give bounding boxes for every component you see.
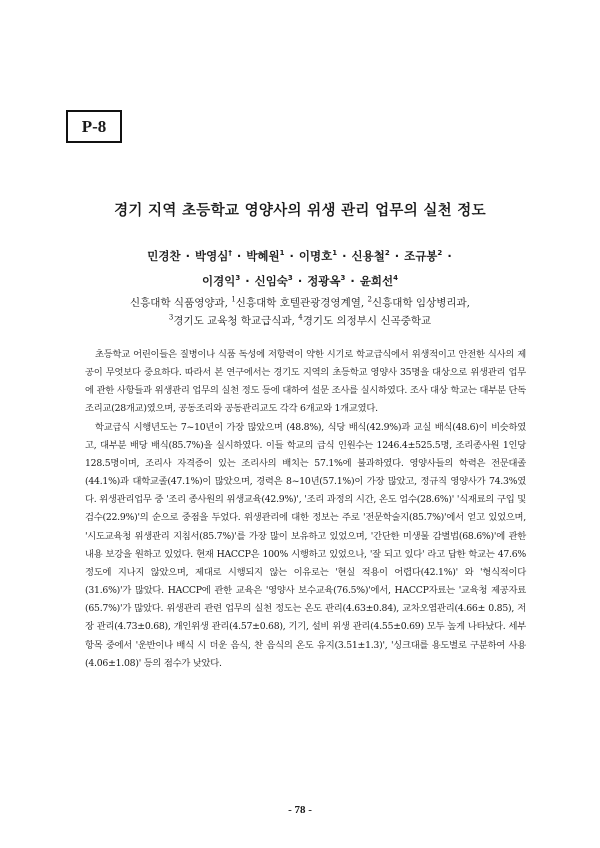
author-separator: · xyxy=(297,274,303,288)
abstract xyxy=(85,346,526,673)
affiliations-line-2 xyxy=(40,313,560,328)
author-separator: · xyxy=(289,249,294,263)
affiliation-marker: 3 xyxy=(168,313,174,322)
author: 신용철$^2$ xyxy=(351,249,390,263)
abstract-paragraph: 초등학교 어린이들은 질병이나 식품 독성에 저항력이 약한 시기로 학교급식에서 위생적이고 안전한 식사의 제공이 무엇보다 중요하다. 따라서 본 연구에서는 경기도 지역의 초등학교 영양사 35명을 대상으로 위생관리 업무에 관한 사항들과 위생관리 업무의 실천 정도 등에 대하여 설문 조사를 실시하였다. 조사 대상 학교는 대부분 단독 조리교(28개교)였으며, 공동조리와 공동관리교도 각각 6개교와 1개교였다. xyxy=(85,349,526,415)
affiliation: 신흥대학 호텔관광경영계열, xyxy=(235,297,365,309)
author-separator: · xyxy=(350,274,355,288)
author-separator: · xyxy=(394,249,400,263)
affiliation-marker: 2 xyxy=(367,295,373,304)
affiliation: 신흥대학 임상병리과, xyxy=(372,297,470,309)
affiliation-marker: 1 xyxy=(231,295,236,304)
paper-title: 경기 지역 초등학교 영양사의 위생 관리 업무의 실천 정도 xyxy=(114,203,486,219)
abstract-paragraph: 학교급식 시행년도는 7~10년이 가장 많았으며 (48.8%), 식당 배식(42.9%)과 교실 배식(48.6)이 비슷하였고, 대부분 배당 배식(85.7%)을 실시하였다. 이들 학교의 급식 인원수는 1246.4±525.5명, 조리종사원 1인당 128.5명이며, 조리사 자격증이 있는 조리사의 배치는 57.1%에 불과하였다. 영양사들의 학력은 전문대졸(44.1%)과 대학교졸(47.1%)이 많았으며, 경력은 8~10년(57.1%)이 가장 많았고, 정규직 영양사가 74.3%였다. 위생관리업무 중 '조리 종사원의 위생교육(42.9%)', '조리 과정의 시간, 온도 엄수(28.6%)' '식재료의 구입 및 검수(22.9%)'의 순으로 중점을 두었다. 위생관리에 대한 정보는 주로 '전문학술지(85.7%)'에서 얻고 있었으며, '시도교육청 위생관리 지침서(85.7%)'를 가장 많이 보유하고 있었으며, '간단한 미생물 감별법(68.6%)'에 관한 내용 보강을 원하고 있었다. 현재 HACCP은 100% 시행하고 있었으나, '잘 되고 있다' 라고 답한 학교는 47.6% 정도에 지나지 않았으며, 제대로 시행되지 않는 이유로는 '현실 적용이 어렵다(42.1%)' 와 '형식적이다(31.6%)'가 많았다. HACCP에 관한 교육은 '영양사 보수교육(76.5%)'에서, HACCP자료는 '교육청 제공자료(65.7%)'가 많았다. 위생관리 관련 업무의 실천 정도는 온도 관리(4.63±0.84), 교차오염관리(4.66± 0.85), 저장 관리(4.73±0.68), 개인위생 관리(4.57±0.68), 기기, 설비 위생 관리(4.55±0.69) 모두 높게 나타났다. 세부 항목 중에서 '운반이나 배식 시 더운 음식, 찬 음식의 온도 유지(3.51±1.3)', '싱크대를 용도별로 구분하여 사용(4.06±1.08)' 등의 점수가 낮았다. xyxy=(85,421,526,669)
author-separator: · xyxy=(342,249,347,263)
affiliation-marker: 4 xyxy=(298,313,303,322)
author-separator: · xyxy=(245,274,250,288)
author: 신임숙$^3$ xyxy=(254,274,293,288)
author: 이경익$^3$ xyxy=(201,274,241,288)
author: 윤희선$^4$ xyxy=(359,274,399,288)
authors-line-2 xyxy=(60,273,540,289)
affiliation: 경기도 의정부시 신곡중학교 xyxy=(302,315,432,327)
author: 민경찬 xyxy=(147,249,181,263)
author: 조규봉$^2$ xyxy=(404,249,443,263)
author: 정광옥$^3$ xyxy=(307,274,346,288)
author: 이명호$^1$ xyxy=(298,249,338,263)
author-separator: · xyxy=(185,249,191,263)
author-separator: · xyxy=(236,249,242,263)
authors-line-1 xyxy=(60,248,540,264)
author-separator: · xyxy=(447,249,452,263)
page-number: - 78 - xyxy=(288,804,312,816)
author: 박영심† xyxy=(195,249,232,263)
affiliations-line-1 xyxy=(40,295,560,310)
affiliation: 신흥대학 식품영양과, xyxy=(130,297,228,309)
author: 박혜원$^1$ xyxy=(246,249,285,263)
affiliation: 경기도 교육청 학교급식과, xyxy=(173,315,295,327)
poster-label: P-8 xyxy=(66,110,122,143)
